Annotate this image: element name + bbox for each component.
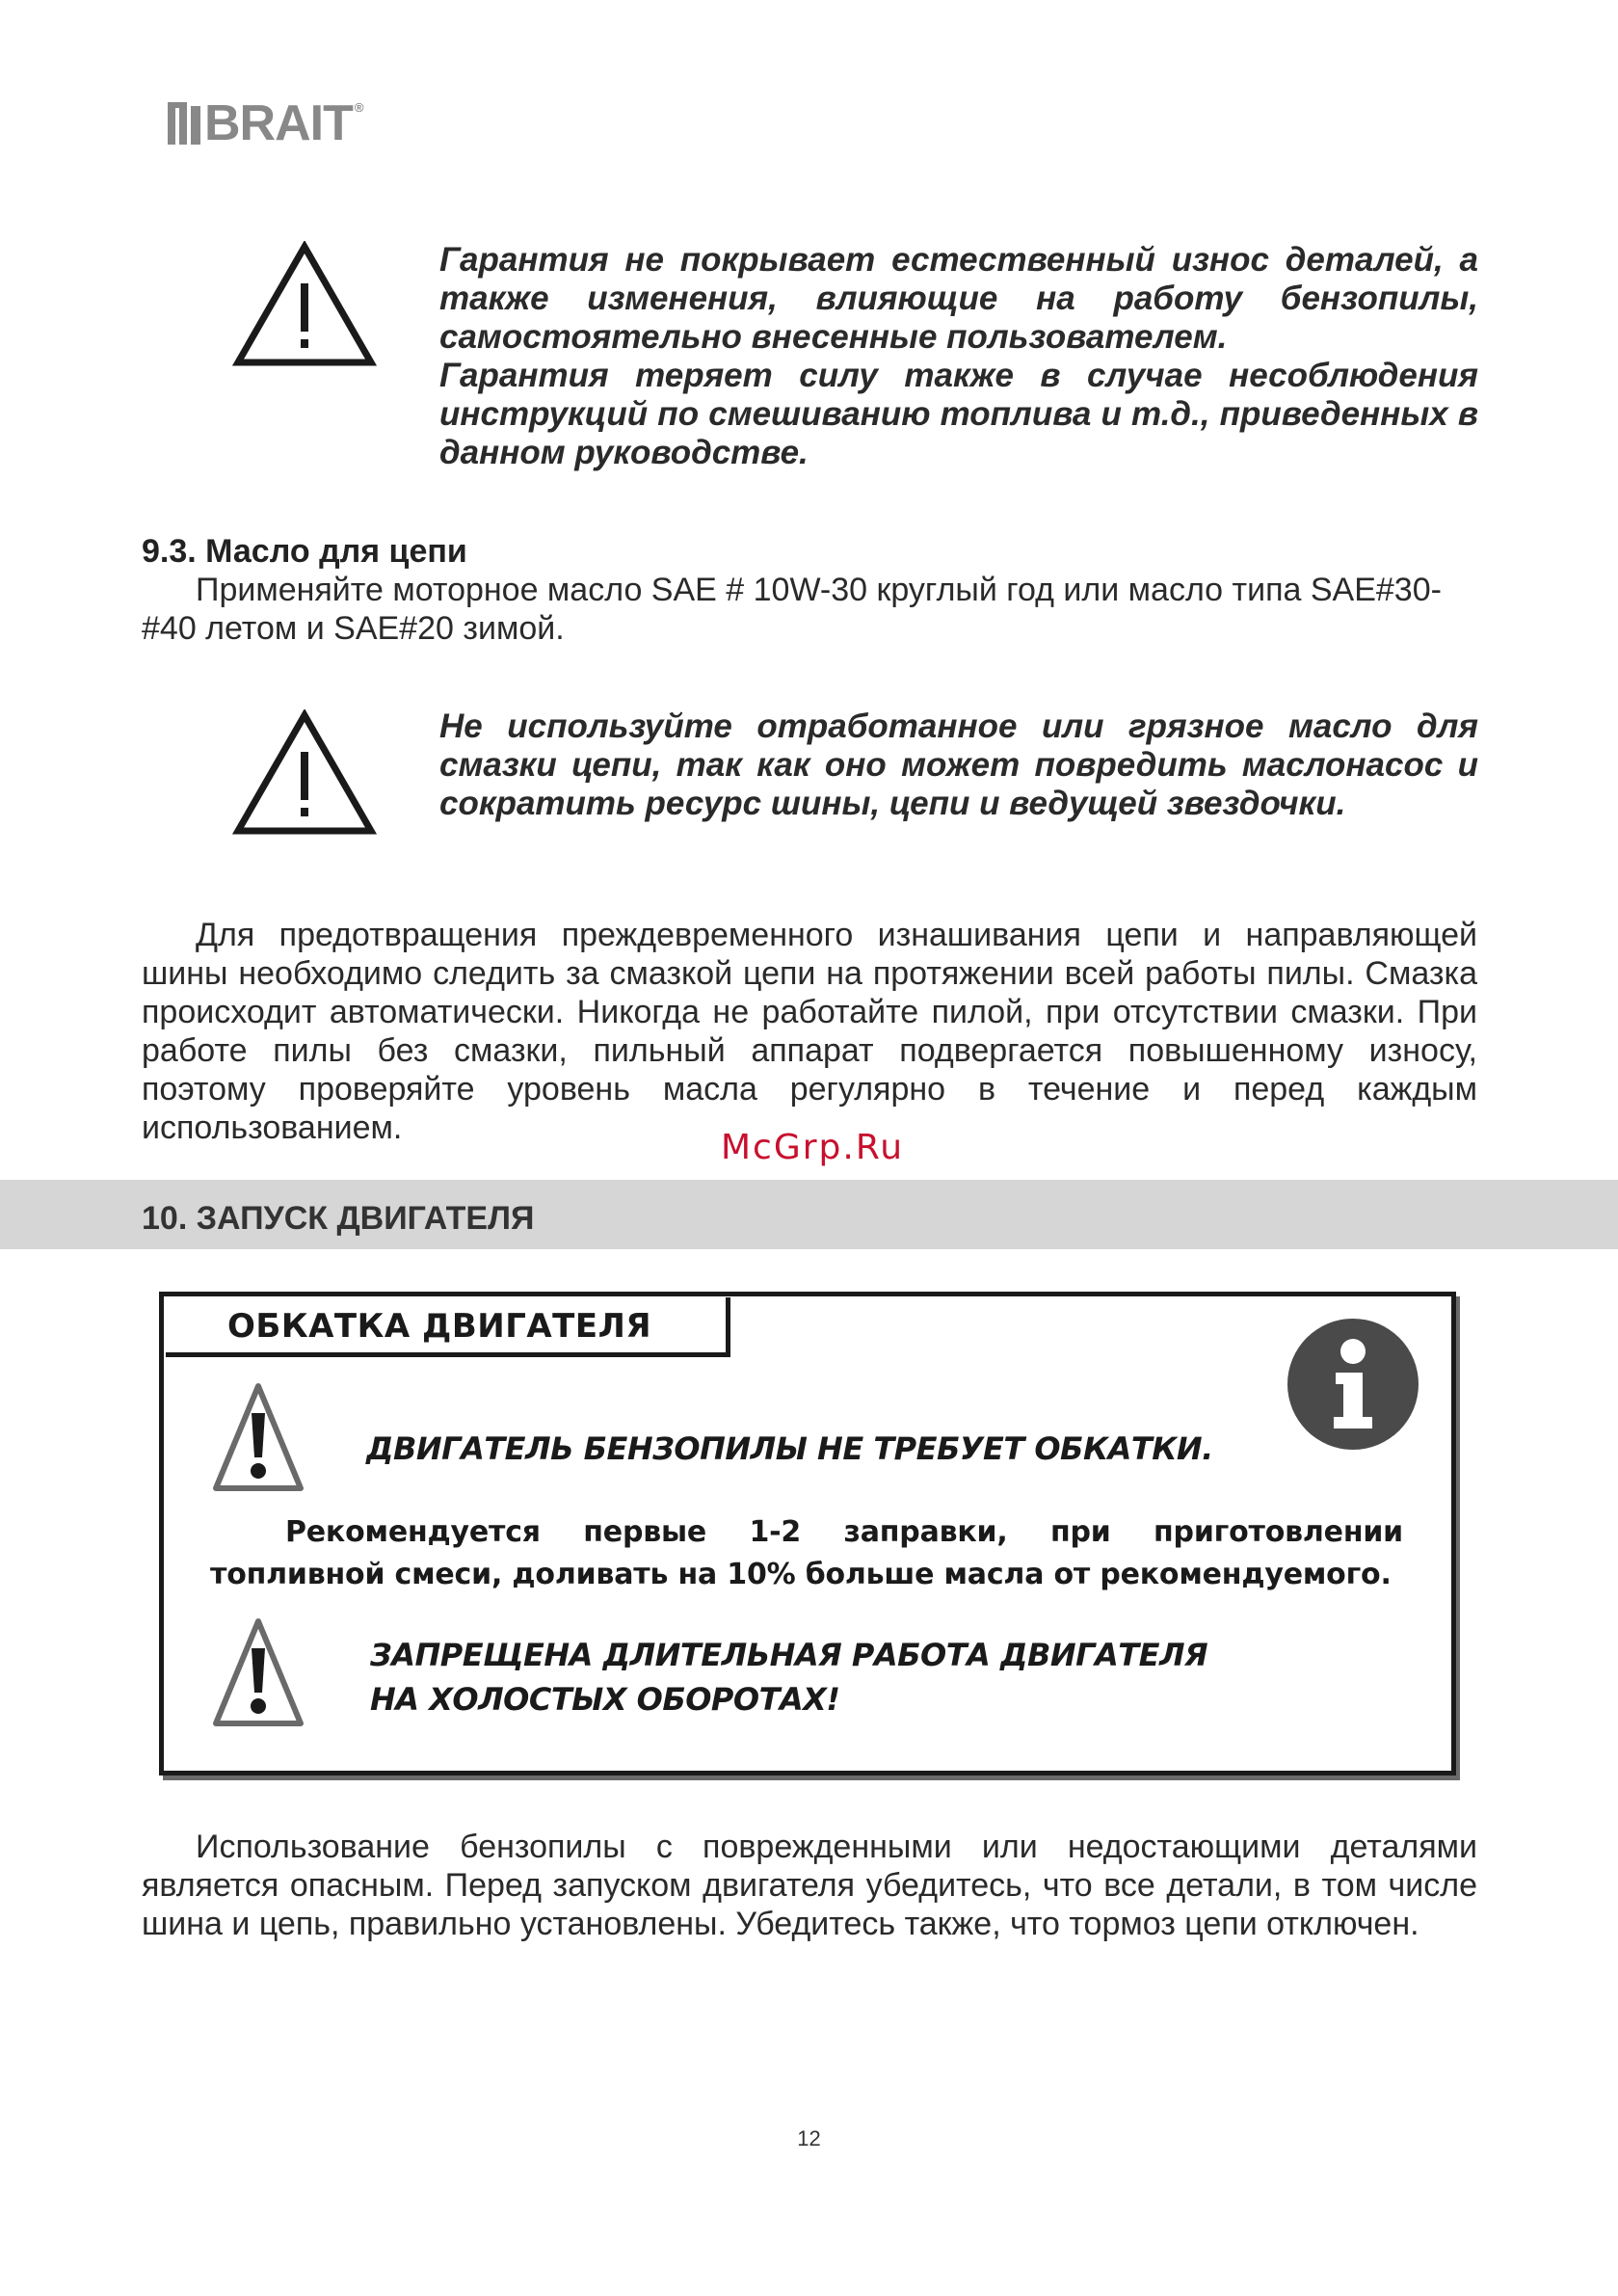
idle-warning-line-2: НА ХОЛОСТЫХ ОБОРОТАХ! xyxy=(370,1681,840,1718)
warning-triangle-icon xyxy=(232,241,377,368)
oil-warning-line: Не используйте отработанное или грязное масло для смазки цепи, так как оно может повредить маслонасос и сократить ресурс шины, цепи и ведущей звездочки. xyxy=(439,707,1478,822)
section-10-title: 10. ЗАПУСК ДВИГАТЕЛЯ xyxy=(142,1200,535,1237)
idle-warning-line-1: ЗАПРЕЩЕНА ДЛИТЕЛЬНАЯ РАБОТА ДВИГАТЕЛЯ xyxy=(370,1637,1208,1673)
startup-safety-paragraph xyxy=(142,1828,1477,1943)
brand-logo xyxy=(166,95,364,151)
lubrication-paragraph xyxy=(142,916,1477,1147)
no-breakin-warning: ДВИГАТЕЛЬ БЕНЗОПИЛЫ НЕ ТРЕБУЕТ ОБКАТКИ. xyxy=(366,1430,1213,1467)
logo-registered-mark: ® xyxy=(354,100,364,115)
oil-recommendation-text: Применяйте моторное масло SAE # 10W-30 круглый год или масло типа SAE#30-#40 летом и SAE#20 зимой. xyxy=(142,572,1442,647)
logo-text: BRAIT xyxy=(204,95,353,151)
breakin-recommendation xyxy=(210,1511,1403,1596)
watermark: McGrp.Ru xyxy=(721,1128,905,1167)
section-9-3-paragraph xyxy=(142,571,1477,648)
oil-warning-text xyxy=(439,707,1478,823)
warning-triangle-icon xyxy=(212,1380,305,1494)
logo-mark-icon xyxy=(166,100,202,147)
lubrication-text: Для предотвращения преждевременного изнашивания цепи и направляющей шины необходимо следить за смазкой цепи на протяжении всей работы пилы. Смазка происходит автоматически. Никогда не работайте пилой, при отсутствии смазки. При работе пилы без смазки, пильный аппарат подвергается повышенному износу, поэтому проверяйте уровень масла регулярно в течение и перед каждым использованием. xyxy=(142,917,1477,1146)
startup-safety-text: Использование бензопилы с поврежденными или недостающими деталями является опасным. Перед запуском двигателя убедитесь, что все детали, в том числе шина и цепь, правильно установлены. Убедитесь также, что тормоз цепи отключен. xyxy=(142,1829,1477,1942)
warning-triangle-icon xyxy=(212,1615,305,1729)
breakin-recommendation-text: Рекомендуется первые 1-2 заправки, при приготовлении топливной смеси, доливать на 10% больше масла от рекомендуемого. xyxy=(210,1515,1403,1591)
breakin-box-title: ОБКАТКА ДВИГАТЕЛЯ xyxy=(227,1307,652,1346)
warning-triangle-icon xyxy=(232,709,377,837)
info-icon xyxy=(1286,1317,1420,1452)
section-9-3-title: 9.3. Масло для цепи xyxy=(142,533,467,570)
warranty-warning-line-2: Гарантия теряет силу также в случае несоблюдения инструкций по смешиванию топлива и т.д., приведенных в данном руководстве. xyxy=(439,357,1478,471)
page-number: 12 xyxy=(797,2126,821,2150)
warranty-warning-text xyxy=(439,241,1478,472)
warranty-warning-line-1: Гарантия не покрывает естественный износ деталей, а также изменения, влияющие на работу бензопилы, самостоятельно внесенные пользователем. xyxy=(439,241,1478,356)
